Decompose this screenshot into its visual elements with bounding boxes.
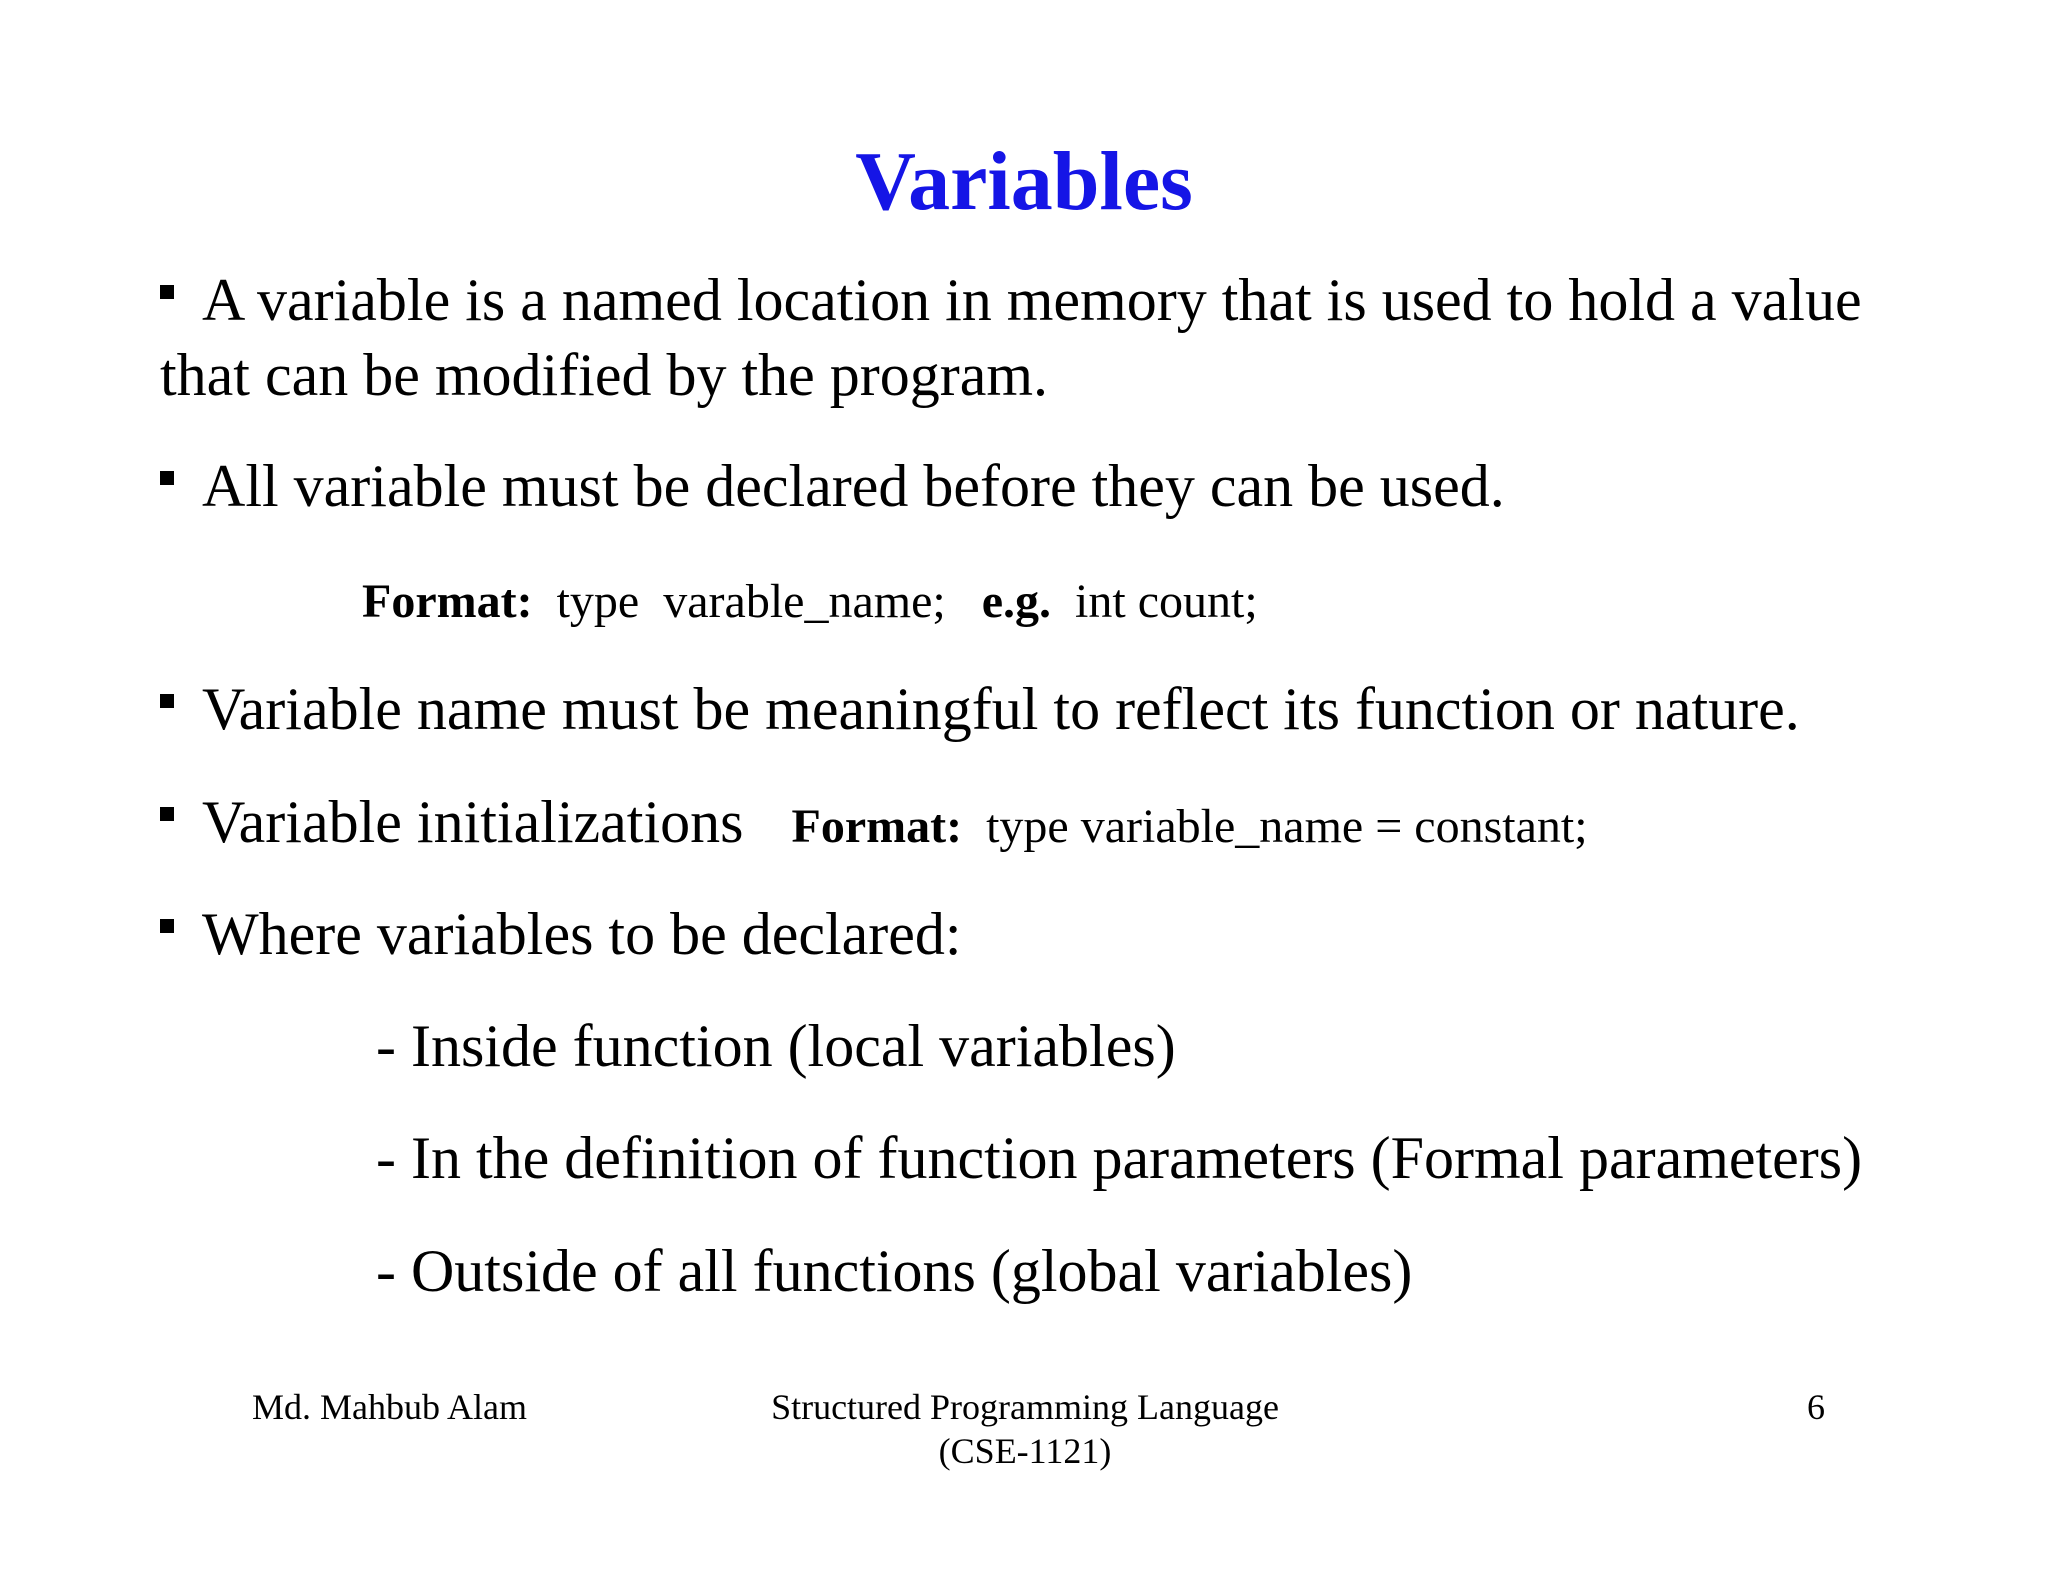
example-value: int count; xyxy=(1075,575,1258,628)
square-bullet-icon xyxy=(160,919,174,933)
example-label: e.g. xyxy=(981,575,1052,628)
square-bullet-icon xyxy=(160,285,174,299)
format-value: type variable_name = constant; xyxy=(986,800,1588,853)
format-label: Format: xyxy=(791,800,963,853)
sub-item-local: - Inside function (local variables) xyxy=(376,1013,1176,1079)
footer-author: Md. Mahbub Alam xyxy=(252,1387,527,1427)
format-value: type varable_name; xyxy=(556,575,982,628)
bullet-item-initialization xyxy=(160,785,1960,864)
footer-course-code: (CSE-1121) xyxy=(938,1431,1112,1471)
footer-course-name: Structured Programming Language xyxy=(771,1387,1279,1427)
bullet-text: A variable is a named location in memory that is used to hold a value xyxy=(202,267,1862,333)
slide-title: Variables xyxy=(855,135,1193,228)
bullet-continuation: that can be modified by the program. xyxy=(160,342,1049,408)
bullet-text: Variable initializations xyxy=(202,789,744,855)
bullet-item-where-declared xyxy=(160,897,1960,972)
sub-item-global: - Outside of all functions (global variables) xyxy=(376,1238,1413,1304)
bullet-text: Where variables to be declared: xyxy=(202,901,962,967)
declaration-format xyxy=(362,572,1258,632)
square-bullet-icon xyxy=(160,807,174,821)
bullet-item-variable-definition xyxy=(160,263,1960,413)
square-bullet-icon xyxy=(160,694,174,708)
footer-page-number: 6 xyxy=(1807,1387,1825,1427)
bullet-text: All variable must be declared before they can be used. xyxy=(202,453,1505,519)
square-bullet-icon xyxy=(160,471,174,485)
initialization-format xyxy=(792,800,1588,853)
footer-course xyxy=(700,1385,1350,1473)
format-label: Format: xyxy=(362,575,533,628)
bullet-text: Variable name must be meaningful to reflect its function or nature. xyxy=(202,676,1800,742)
bullet-item-naming xyxy=(160,672,1960,747)
sub-item-formal: - In the definition of function parameters (Formal parameters) xyxy=(376,1125,1863,1191)
bullet-item-declaration xyxy=(160,449,1960,524)
